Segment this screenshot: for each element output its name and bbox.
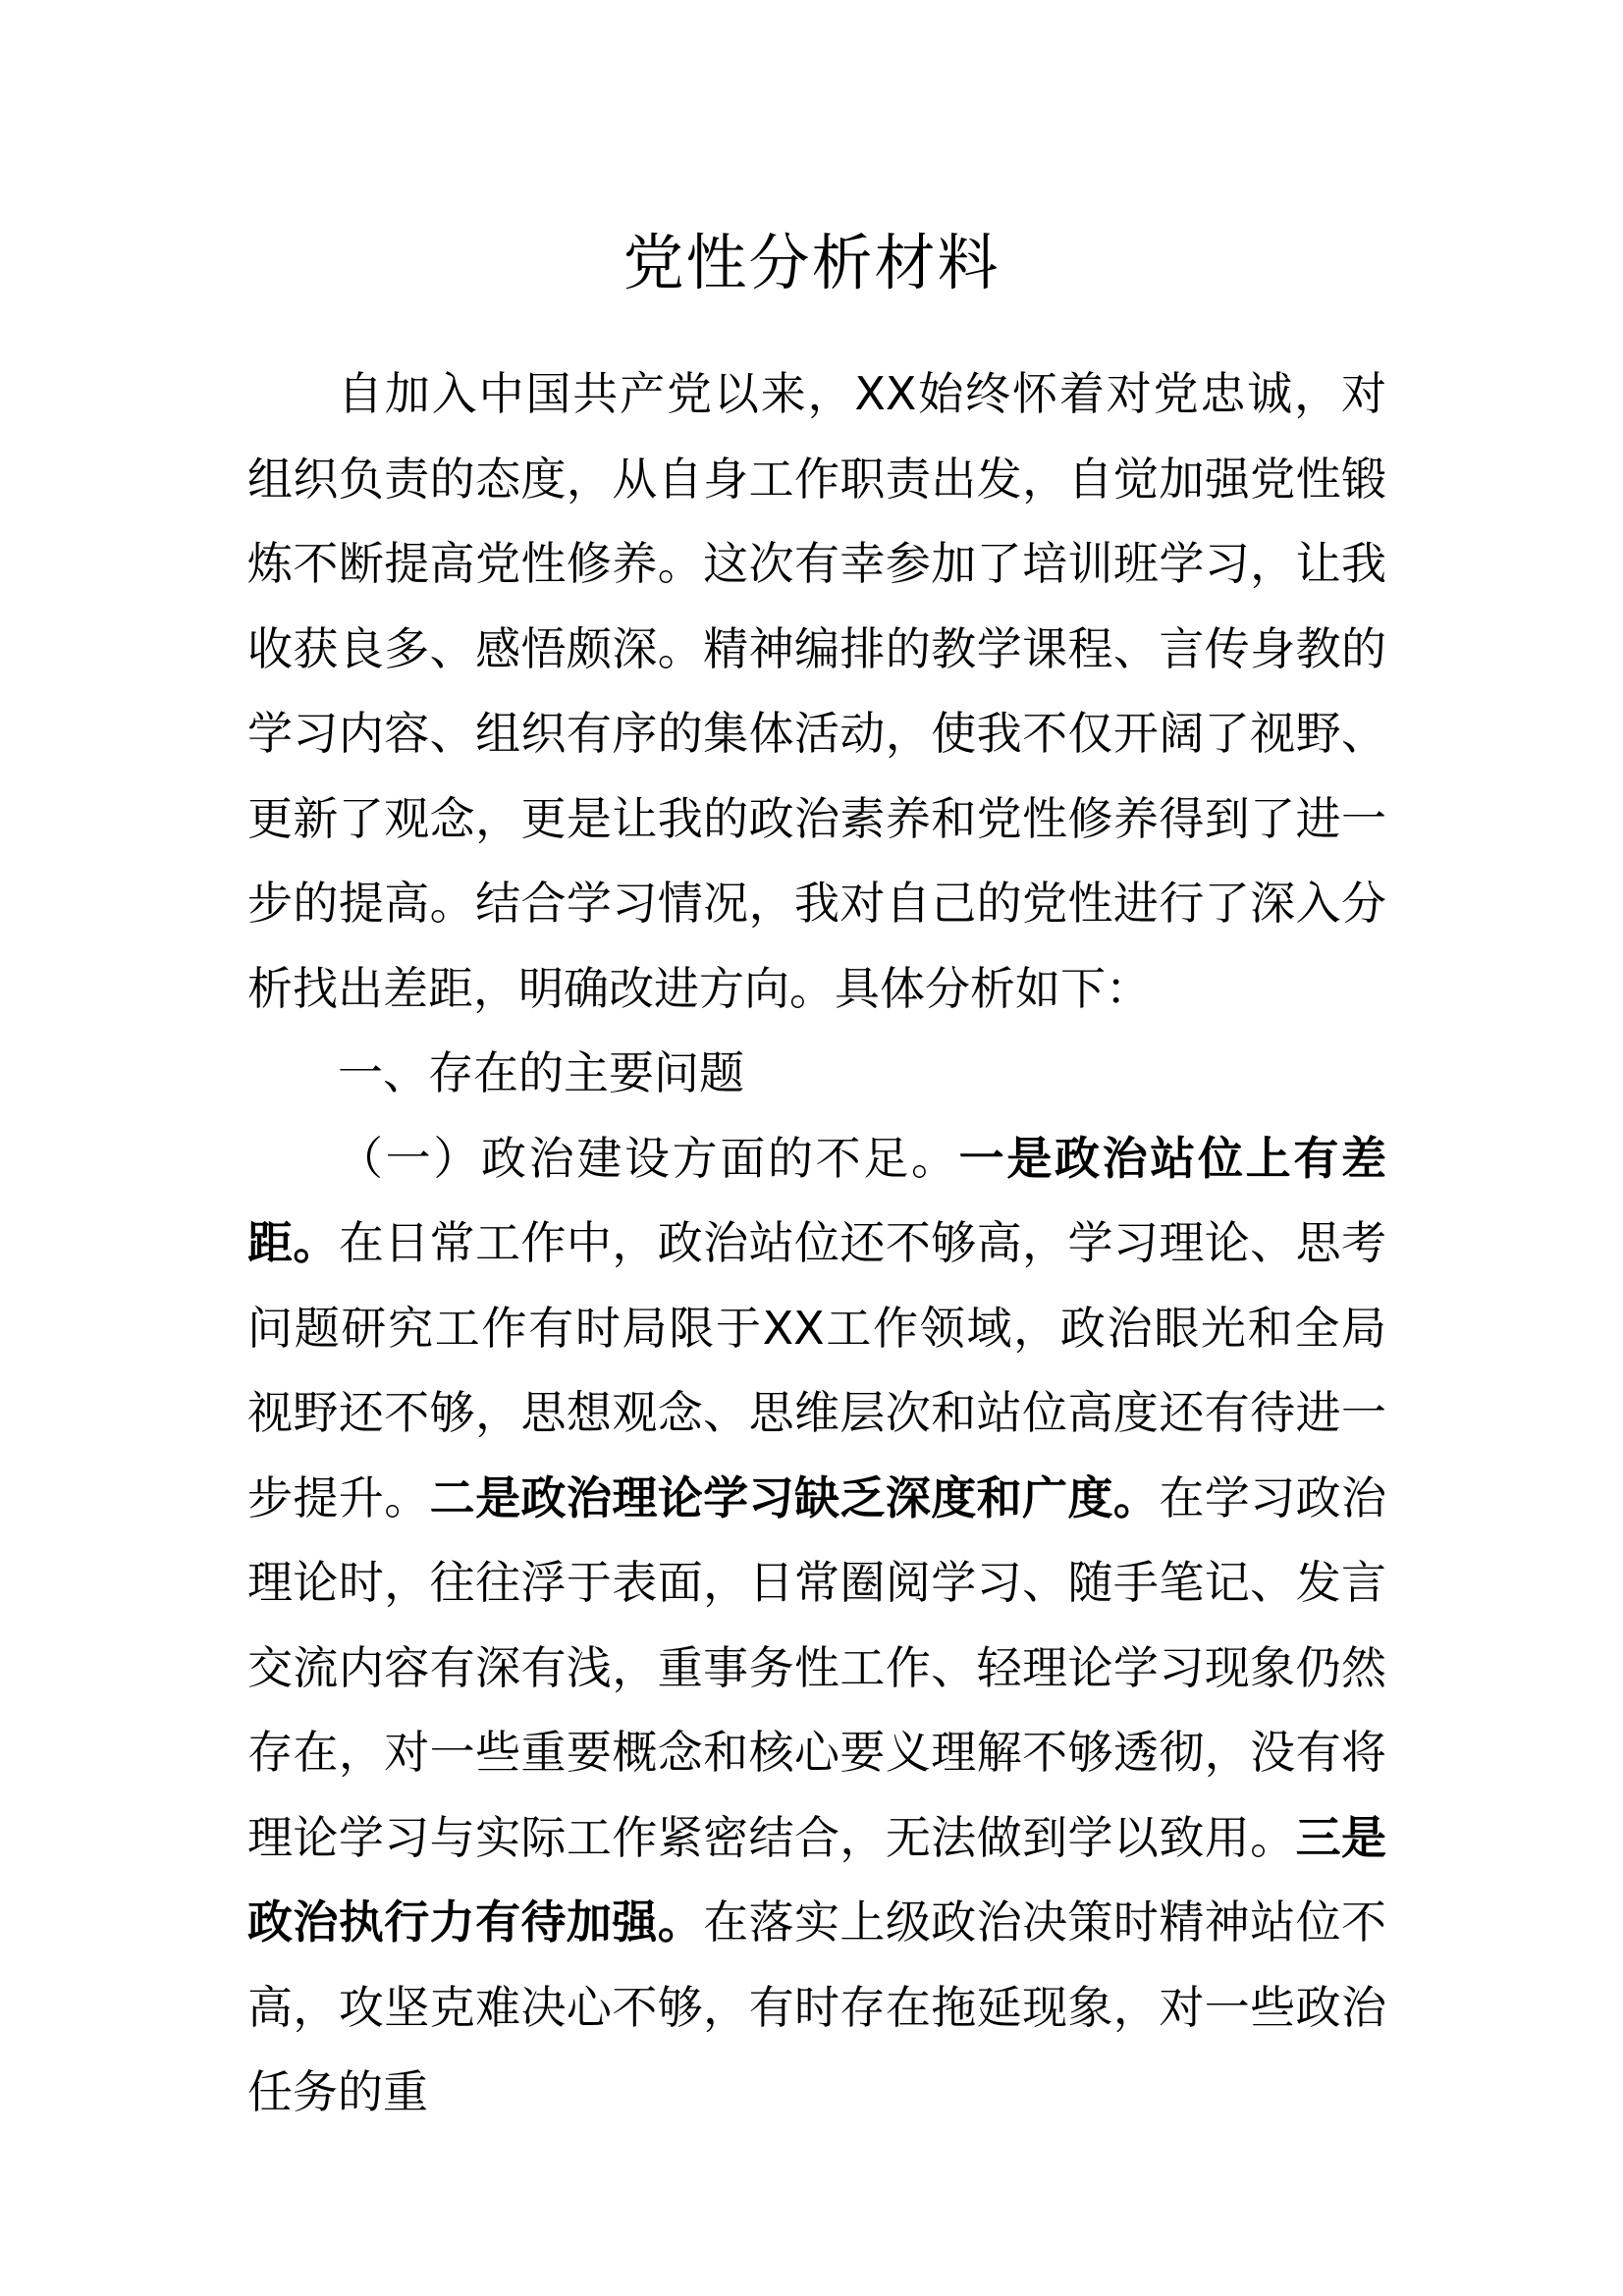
point1-heading: 一是政治站位上有差距。	[247, 1131, 1387, 1269]
section-heading: 一、存在的主要问题	[338, 1046, 744, 1099]
intro-paragraph: 自加入中国共产党以来，XX始终怀着对党忠诚，对组织负责的态度，从自身工作职责出发，自觉加强党性锻炼不断提高党性修养。这次有幸参加了培训班学习，让我收获良多、感悟颇深。精神编排的教学课程、言传身教的学习内容、组织有序的集体活动，使我不仅开阔了视野、更新了观念，更是让我的政治素养和党性修养得到了进一步的提高。结合学习情况，我对自己的党性进行了深入分析找出差距，明确改进方向。具体分析如下：	[247, 367, 1386, 1015]
point1-text: 在日常工作中，政治站位还不够高，学习理论、思考问题研究工作有时局限于XX工作领域，政治眼光和全局视野还不够，思想观念、思维层次和站位高度还有待进一步提升。	[247, 1216, 1387, 1524]
point2-text: 在学习政治理论时，往往浮于表面，日常圈阅学习、随手笔记、发言交流内容有深有浅，重事务性工作、轻理论学习现象仍然存在，对一些重要概念和核心要义理解不够透彻，没有将理论学习与实际工作紧密结合，无法做到学以致用。	[247, 1470, 1387, 1864]
document-title: 党性分析材料	[622, 227, 1001, 298]
document-body	[247, 351, 1386, 2135]
subsection-paragraph	[247, 1116, 1386, 2135]
point3-heading: 三是政治执行力有待加强。	[247, 1810, 1387, 1949]
point3-text: 在落实上级政治决策时精神站位不高，攻坚克难决心不够，有时存在拖延现象，对一些政治任务的重	[247, 1896, 1387, 2118]
point2-heading: 二是政治理论学习缺乏深度和广度。	[429, 1470, 1160, 1524]
subsection-label: （一）政治建设方面的不足。	[338, 1131, 959, 1185]
